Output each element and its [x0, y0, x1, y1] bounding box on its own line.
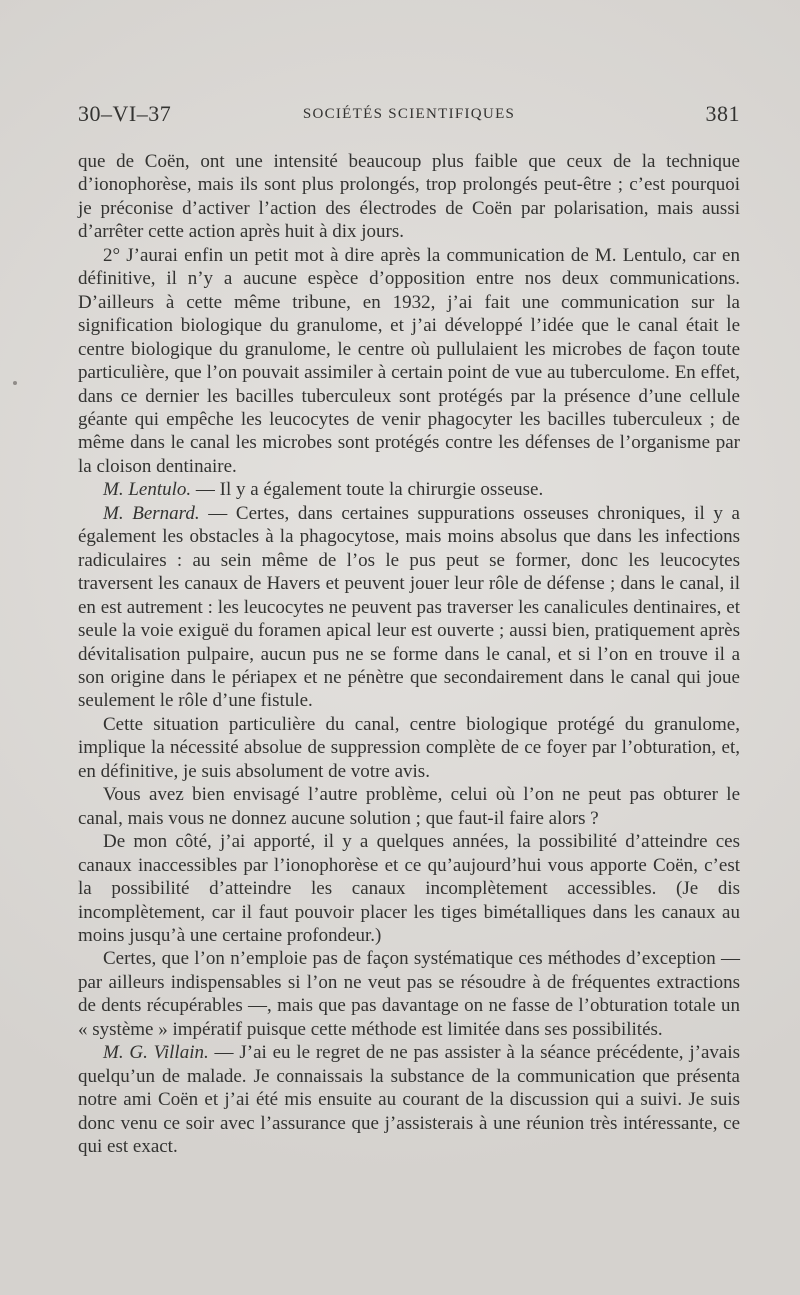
- paragraph-2: [78, 244, 740, 479]
- speaker-name: M. Bernard.: [103, 502, 200, 524]
- paragraph-text: que de Coën, ont une intensité beaucoup plus faible que ceux de la technique d’ionophorèse, mais ils sont plus prolongés, trop prolongés peut-être ; c’est pourquoi je préconise d’activer l’action des électrodes de Coën par polarisation, mais aussi d’arrêter cette action après huit à dix jours.: [78, 151, 740, 243]
- paragraph-text: Certes, que l’on n’emploie pas de façon systématique ces méthodes d’exception — par ailleurs indispensables si l’on ne veut pas se résoudre à de fréquentes extractions de dents récupérables —, mais que pas davantage on ne fasse de l’obturation totale un « système » impératif puisque cette méthode est limitée dans ses possibilités.: [78, 948, 740, 1040]
- paper-spot: [13, 381, 17, 385]
- article-body: [78, 150, 740, 1158]
- speaker-name: M. G. Villain.: [103, 1042, 209, 1064]
- paragraph-4: [78, 502, 740, 713]
- paragraph-1: [78, 150, 740, 244]
- page-header: [78, 101, 740, 135]
- paragraph-7: [78, 830, 740, 947]
- speaker-name: M. Lentulo.: [103, 479, 192, 501]
- paragraph-text: — Certes, dans certaines suppurations osseuses chroniques, il y a également les obstacles à la phagocytose, mais moins absolus que dans les infections radiculaires : au sein même de l’os le pus peut se former, donc les leucocytes traversent les canaux de Havers et peuvent jouer leur rôle de défense ; dans le canal, il en est autrement : les leucocytes ne peuvent pas traverser les canalicules dentinaires, et seule la voie exiguë du foramen apical leur est ouverte ; aussi bien, pratiquement après dévitalisation pulpaire, aucun pus ne se forme dans le canal, et si l’on en trouve il a son origine dans le périapex et ne pénètre que secondairement dans le canal qui joue seulement le rôle d’une fistule.: [78, 502, 740, 712]
- paragraph-text: De mon côté, j’ai apporté, il y a quelques années, la possibilité d’atteindre ces canaux inaccessibles par l’ionophorèse et ce qu’aujourd’hui vous apporte Coën, c’est la possibilité d’atteindre les canaux incomplètement accessibles. (Je dis incomplètement, car il faut pouvoir placer les tiges bimétalliques dans les canaux au moins jusqu’à une certaine profondeur.): [78, 831, 740, 946]
- paragraph-9: [78, 1041, 740, 1158]
- paragraph-text: 2° J’aurai enfin un petit mot à dire après la communication de M. Lentulo, car en définitive, il n’y a aucune espèce d’opposition entre nos deux communications. D’ailleurs à cette même tribune, en 1932, j’ai fait une communication sur la signification biologique du granulome, et j’ai développé l’idée que le canal était le centre biologique du granulome, le centre où pullulaient les microbes de façon toute particulière, que l’on pouvait assimiler à certain point de vue au tuberculome. En effet, dans ce dernier les bacilles tuberculeux sont protégés par la présence d’une cellule géante qui empêche les leucocytes de venir phagocyter les bacilles tuberculeux ; de même dans le canal les microbes sont protégés contre les défenses de l’organisme par la cloison dentinaire.: [78, 244, 740, 477]
- paragraph-5: [78, 713, 740, 783]
- paragraph-text: Vous avez bien envisagé l’autre problème, celui où l’on ne peut pas obturer le canal, mais vous ne donnez aucune solution ; que faut-il faire alors ?: [78, 784, 740, 829]
- paragraph-text: Cette situation particulière du canal, centre biologique protégé du granulome, implique la nécessité absolue de suppression complète de ce foyer par l’obturation, et, en définitive, je suis absolument de votre avis.: [78, 713, 740, 782]
- header-date: 30–VI–37: [78, 101, 172, 126]
- paragraph-text: — J’ai eu le regret de ne pas assister à la séance précédente, j’avais quelqu’un de malade. Je connaissais la substance de la communication que présenta notre ami Coën et j’ai été mis ensuite au courant de la discussion qui a suivi. Je suis donc venu ce soir avec l’assurance que j’assisterais à une réunion très intéressante, ce qui est exact.: [78, 1042, 740, 1158]
- paragraph-text: — Il y a également toute la chirurgie osseuse.: [191, 479, 544, 501]
- header-title: SOCIÉTÉS SCIENTIFIQUES: [302, 106, 516, 122]
- paragraph-3: [78, 478, 740, 501]
- paragraph-6: [78, 783, 740, 830]
- page-number: 381: [705, 101, 740, 126]
- paragraph-8: [78, 947, 740, 1041]
